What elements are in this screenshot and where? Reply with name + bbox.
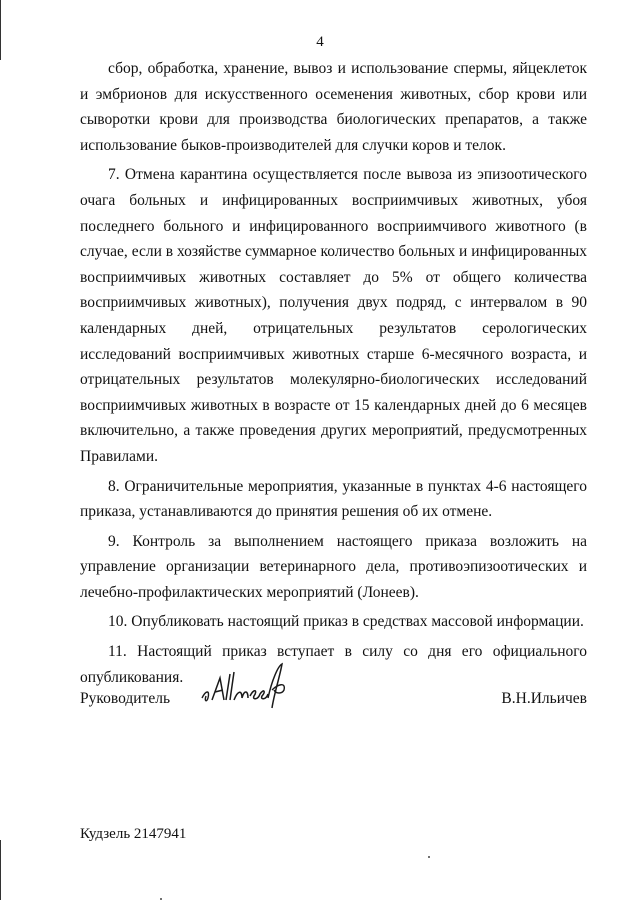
signatory-title: Руководитель bbox=[80, 690, 171, 707]
executor-note: Кудзель 2147941 bbox=[80, 826, 187, 842]
handwritten-signature bbox=[198, 660, 298, 710]
page-number: 4 bbox=[316, 34, 324, 50]
paragraph-10-publish: 10. Опубликовать настоящий приказ в средствах массовой информации. bbox=[108, 613, 584, 631]
paragraph-8-restrictions: 8. Ограничительные мероприятия, указанные в пунктах 4-6 настоящего приказа, устанавливаются до принятия решения об их отмене. bbox=[80, 477, 587, 521]
scan-dot bbox=[428, 856, 430, 858]
scan-dot bbox=[160, 898, 162, 900]
paragraph-11-effective: 11. Настоящий приказ вступает в силу со дня его официального опубликования. bbox=[80, 643, 587, 686]
signatory-name: В.Н.Ильичев bbox=[501, 690, 587, 707]
paragraph-7-quarantine-lift: 7. Отмена карантина осуществляется после вывоза из эпизоотического очага больных и инфицированных восприимчивых животных, убоя последнего больного и инфицированного восприимчивого животного (в случае, если в хозяйстве суммарное количество больных и инфицированных восприимчивых животных составляет до 5% от общего количества восприимчивых животных), получения двух подряд, с интервалом в 90 календарных дней, отрицательных результатов серологических исследований восприимчивых животных старше 6-месячного возраста, и отрицательных результатов молекулярно-биологических исследований восприимчивых животных в возрасте от 15 календарных дней до 6 месяцев включительно, а также проведения других мероприятий, предусмотренных Правилами. bbox=[80, 166, 587, 465]
document-body bbox=[80, 56, 587, 694]
paragraph-continuation: сбор, обработка, хранение, вывоз и использование спермы, яйцеклеток и эмбрионов для искусственного осеменения животных, сбор крови или сыворотки крови для производства биологических препаратов, а также использование быков-производителей для случки коров и телок. bbox=[80, 60, 587, 154]
scan-edge-mark-left bbox=[0, 0, 1, 60]
paragraph-9-control: 9. Контроль за выполнением настоящего приказа возложить на управление организации ветеринарного дела, противоэпизоотических и лечебно-профилактических мероприятий (Лонеев). bbox=[80, 532, 587, 601]
scan-edge-mark-left-bottom bbox=[0, 840, 1, 900]
